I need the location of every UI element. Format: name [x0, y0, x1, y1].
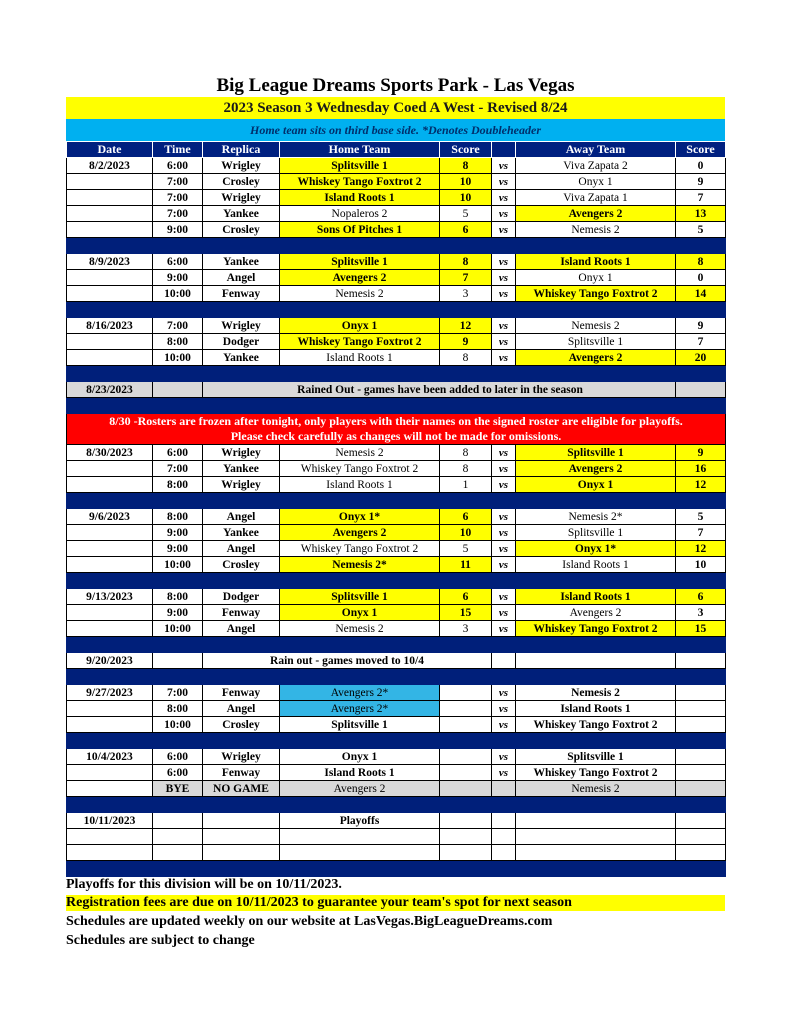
date-cell: 10/11/2023 [67, 813, 153, 829]
date-cell [67, 270, 153, 286]
field-cell: Crosley [203, 222, 280, 238]
home-score-cell: 10 [440, 190, 492, 206]
separator-row [67, 861, 726, 877]
time-cell: 6:00 [153, 158, 203, 174]
separator-row [67, 573, 726, 589]
date-cell [67, 605, 153, 621]
footer-change-note: Schedules are subject to change [66, 933, 255, 948]
home-score-cell [440, 765, 492, 781]
home-team-cell: Nemesis 2 [280, 286, 440, 302]
game-row [67, 685, 726, 701]
home-team-cell: Onyx 1 [280, 605, 440, 621]
home-score-cell [440, 701, 492, 717]
date-cell [67, 781, 153, 797]
home-team-cell: Island Roots 1 [280, 477, 440, 493]
home-score-cell: 1 [440, 477, 492, 493]
col-away-team: Away Team [516, 142, 676, 158]
vs-cell: vs [492, 557, 516, 573]
away-team-cell: Avengers 2 [516, 605, 676, 621]
home-team-cell: Splitsville 1 [280, 158, 440, 174]
vs-cell: vs [492, 206, 516, 222]
field-cell: Angel [203, 509, 280, 525]
separator-row [67, 797, 726, 813]
home-score-cell: 11 [440, 557, 492, 573]
date-cell [67, 477, 153, 493]
home-team-cell: Nemesis 2* [280, 557, 440, 573]
away-score-cell [676, 749, 726, 765]
game-row [67, 254, 726, 270]
date-cell: 8/9/2023 [67, 254, 153, 270]
col-away-score: Score [676, 142, 726, 158]
game-row [67, 350, 726, 366]
separator-row [67, 302, 726, 318]
time-cell: 9:00 [153, 222, 203, 238]
date-cell: 9/6/2023 [67, 509, 153, 525]
date-cell: 9/13/2023 [67, 589, 153, 605]
home-team-cell: Splitsville 1 [280, 254, 440, 270]
away-team-cell: Nemesis 2* [516, 509, 676, 525]
time-cell: 7:00 [153, 318, 203, 334]
rained-out-text: Rained Out - games have been added to later in the season [203, 382, 676, 398]
game-row [67, 461, 726, 477]
field-cell: Crosley [203, 717, 280, 733]
home-score-cell: 3 [440, 621, 492, 637]
away-score-cell [676, 765, 726, 781]
away-score-cell: 7 [676, 190, 726, 206]
field-cell: Dodger [203, 334, 280, 350]
time-cell: 9:00 [153, 541, 203, 557]
away-team-cell: Onyx 1 [516, 477, 676, 493]
game-row [67, 589, 726, 605]
home-score-cell: 8 [440, 254, 492, 270]
game-row [67, 717, 726, 733]
col-vs [492, 142, 516, 158]
away-team-cell: Avengers 2 [516, 206, 676, 222]
home-team-cell: Island Roots 1 [280, 765, 440, 781]
home-team-cell: Avengers 2* [280, 685, 440, 701]
away-score-cell [676, 717, 726, 733]
field-cell: Dodger [203, 589, 280, 605]
vs-cell: vs [492, 222, 516, 238]
time-cell: 10:00 [153, 717, 203, 733]
footer-registration-note: Registration fees are due on 10/11/2023 to guarantee your team's spot for next season [66, 895, 725, 911]
vs-cell [492, 781, 516, 797]
note-banner: Home team sits on third base side. *Denotes Doubleheader [66, 119, 725, 141]
away-team-cell: Island Roots 1 [516, 701, 676, 717]
date-cell [67, 286, 153, 302]
date-cell: 9/20/2023 [67, 653, 153, 669]
time-cell: 8:00 [153, 334, 203, 350]
vs-cell: vs [492, 589, 516, 605]
time-cell: 8:00 [153, 509, 203, 525]
home-team-cell: Whiskey Tango Foxtrot 2 [280, 461, 440, 477]
home-team-cell: Nemesis 2 [280, 621, 440, 637]
date-cell [67, 461, 153, 477]
rained-out-row [67, 382, 726, 398]
away-team-cell: Whiskey Tango Foxtrot 2 [516, 765, 676, 781]
away-team-cell: Nemesis 2 [516, 222, 676, 238]
home-team-cell: Splitsville 1 [280, 589, 440, 605]
date-cell [67, 334, 153, 350]
home-score-cell [440, 781, 492, 797]
date-cell [67, 701, 153, 717]
game-row [67, 270, 726, 286]
footer-playoffs-note: Playoffs for this division will be on 10/11/2023. [66, 877, 342, 892]
separator-row [67, 238, 726, 254]
home-score-cell: 8 [440, 461, 492, 477]
time-cell: 6:00 [153, 765, 203, 781]
away-team-cell: Onyx 1 [516, 174, 676, 190]
vs-cell: vs [492, 270, 516, 286]
col-home-team: Home Team [280, 142, 440, 158]
date-cell [67, 765, 153, 781]
date-cell [67, 206, 153, 222]
separator-row [67, 733, 726, 749]
col-replica: Replica [203, 142, 280, 158]
field-cell: Yankee [203, 461, 280, 477]
away-team-cell: Viva Zapata 1 [516, 190, 676, 206]
field-cell: Fenway [203, 286, 280, 302]
schedule-table [66, 141, 726, 877]
home-score-cell: 10 [440, 525, 492, 541]
playoffs-text: Playoffs [280, 813, 440, 829]
home-team-cell: Whiskey Tango Foxtrot 2 [280, 541, 440, 557]
footer-website-note: Schedules are updated weekly on our website at LasVegas.BigLeagueDreams.com [66, 914, 553, 929]
roster-alert-line1: 8/30 -Rosters are frozen after tonight, only players with their names on the signed roster are eligible for playoffs. [109, 414, 683, 428]
vs-cell: vs [492, 445, 516, 461]
time-cell: 9:00 [153, 270, 203, 286]
vs-cell: vs [492, 621, 516, 637]
vs-cell: vs [492, 158, 516, 174]
game-row [67, 765, 726, 781]
home-score-cell: 9 [440, 334, 492, 350]
home-score-cell: 15 [440, 605, 492, 621]
home-team-cell: Onyx 1 [280, 318, 440, 334]
away-team-cell: Viva Zapata 2 [516, 158, 676, 174]
away-team-cell: Whiskey Tango Foxtrot 2 [516, 621, 676, 637]
away-score-cell: 16 [676, 461, 726, 477]
home-team-cell: Whiskey Tango Foxtrot 2 [280, 174, 440, 190]
field-cell: Fenway [203, 765, 280, 781]
game-row [67, 222, 726, 238]
vs-cell: vs [492, 509, 516, 525]
time-cell: 10:00 [153, 350, 203, 366]
away-score-cell: 5 [676, 509, 726, 525]
home-team-cell: Island Roots 1 [280, 350, 440, 366]
date-cell: 8/2/2023 [67, 158, 153, 174]
vs-cell: vs [492, 717, 516, 733]
date-cell: 9/27/2023 [67, 685, 153, 701]
home-score-cell: 6 [440, 509, 492, 525]
away-team-cell: Nemesis 2 [516, 685, 676, 701]
vs-cell: vs [492, 685, 516, 701]
bye-row [67, 781, 726, 797]
playoffs-row [67, 813, 726, 829]
field-cell: Fenway [203, 605, 280, 621]
field-cell: Angel [203, 541, 280, 557]
date-cell: 8/16/2023 [67, 318, 153, 334]
time-cell: 7:00 [153, 685, 203, 701]
field-cell: Angel [203, 701, 280, 717]
header-row [67, 142, 726, 158]
time-cell: 7:00 [153, 174, 203, 190]
home-score-cell: 8 [440, 445, 492, 461]
away-score-cell: 8 [676, 254, 726, 270]
empty-row [67, 845, 726, 861]
home-team-cell: Onyx 1* [280, 509, 440, 525]
away-score-cell: 5 [676, 222, 726, 238]
vs-cell: vs [492, 765, 516, 781]
game-row [67, 749, 726, 765]
col-home-score: Score [440, 142, 492, 158]
game-row [67, 621, 726, 637]
date-cell: 8/23/2023 [67, 382, 153, 398]
date-cell [67, 222, 153, 238]
time-cell: 10:00 [153, 621, 203, 637]
field-cell: NO GAME [203, 781, 280, 797]
time-cell: 6:00 [153, 254, 203, 270]
game-row [67, 525, 726, 541]
away-team-cell: Whiskey Tango Foxtrot 2 [516, 286, 676, 302]
time-cell: 8:00 [153, 701, 203, 717]
away-score-cell: 9 [676, 445, 726, 461]
away-team-cell: Avengers 2 [516, 461, 676, 477]
vs-cell: vs [492, 190, 516, 206]
vs-cell: vs [492, 254, 516, 270]
away-team-cell: Splitsville 1 [516, 749, 676, 765]
date-cell [67, 621, 153, 637]
field-cell: Yankee [203, 254, 280, 270]
empty-row [67, 829, 726, 845]
away-team-cell: Onyx 1 [516, 270, 676, 286]
home-score-cell: 3 [440, 286, 492, 302]
field-cell: Yankee [203, 206, 280, 222]
col-date: Date [67, 142, 153, 158]
game-row [67, 541, 726, 557]
away-team-cell: Whiskey Tango Foxtrot 2 [516, 717, 676, 733]
away-score-cell: 14 [676, 286, 726, 302]
vs-cell: vs [492, 701, 516, 717]
time-cell: 8:00 [153, 589, 203, 605]
time-cell: 7:00 [153, 206, 203, 222]
home-score-cell [440, 717, 492, 733]
col-time: Time [153, 142, 203, 158]
vs-cell: vs [492, 525, 516, 541]
away-team-cell: Onyx 1* [516, 541, 676, 557]
home-score-cell: 6 [440, 222, 492, 238]
away-score-cell: 7 [676, 525, 726, 541]
game-row [67, 334, 726, 350]
game-row [67, 158, 726, 174]
page-title: Big League Dreams Sports Park - Las Vegas [216, 75, 575, 96]
home-score-cell: 8 [440, 158, 492, 174]
away-team-cell: Nemesis 2 [516, 781, 676, 797]
date-cell [67, 525, 153, 541]
vs-cell: vs [492, 174, 516, 190]
away-score-cell: 12 [676, 477, 726, 493]
vs-cell: vs [492, 318, 516, 334]
vs-cell: vs [492, 286, 516, 302]
date-cell [67, 557, 153, 573]
away-team-cell: Splitsville 1 [516, 445, 676, 461]
away-score-cell: 0 [676, 270, 726, 286]
game-row [67, 605, 726, 621]
field-cell: Fenway [203, 685, 280, 701]
roster-alert-row [67, 414, 726, 445]
time-cell: 9:00 [153, 605, 203, 621]
game-row [67, 701, 726, 717]
separator-row [67, 493, 726, 509]
field-cell: Wrigley [203, 445, 280, 461]
vs-cell: vs [492, 350, 516, 366]
away-score-cell: 0 [676, 158, 726, 174]
game-row [67, 206, 726, 222]
away-team-cell: Splitsville 1 [516, 525, 676, 541]
vs-cell: vs [492, 541, 516, 557]
field-cell: Crosley [203, 174, 280, 190]
home-score-cell: 5 [440, 206, 492, 222]
time-cell: 6:00 [153, 749, 203, 765]
home-score-cell [440, 685, 492, 701]
away-team-cell: Nemesis 2 [516, 318, 676, 334]
home-team-cell: Avengers 2 [280, 525, 440, 541]
game-row [67, 318, 726, 334]
home-score-cell [440, 749, 492, 765]
home-team-cell: Avengers 2* [280, 701, 440, 717]
away-score-cell: 20 [676, 350, 726, 366]
home-team-cell: Avengers 2 [280, 781, 440, 797]
date-cell [67, 190, 153, 206]
time-cell: BYE [153, 781, 203, 797]
away-score-cell [676, 701, 726, 717]
field-cell: Wrigley [203, 318, 280, 334]
away-score-cell: 7 [676, 334, 726, 350]
time-cell: 10:00 [153, 557, 203, 573]
away-score-cell: 9 [676, 174, 726, 190]
home-team-cell: Whiskey Tango Foxtrot 2 [280, 334, 440, 350]
away-score-cell: 3 [676, 605, 726, 621]
away-score-cell: 10 [676, 557, 726, 573]
game-row [67, 174, 726, 190]
home-score-cell: 5 [440, 541, 492, 557]
time-cell: 8:00 [153, 477, 203, 493]
separator-row [67, 637, 726, 653]
time-cell: 10:00 [153, 286, 203, 302]
time-cell: 9:00 [153, 525, 203, 541]
home-team-cell: Island Roots 1 [280, 190, 440, 206]
vs-cell: vs [492, 461, 516, 477]
game-row [67, 557, 726, 573]
home-score-cell: 8 [440, 350, 492, 366]
away-score-cell: 13 [676, 206, 726, 222]
roster-alert [67, 414, 726, 445]
date-cell [67, 174, 153, 190]
game-row [67, 286, 726, 302]
date-cell [67, 717, 153, 733]
away-team-cell: Island Roots 1 [516, 254, 676, 270]
field-cell: Angel [203, 270, 280, 286]
home-score-cell: 10 [440, 174, 492, 190]
home-score-cell: 12 [440, 318, 492, 334]
home-score-cell: 6 [440, 589, 492, 605]
home-team-cell: Onyx 1 [280, 749, 440, 765]
separator-row [67, 398, 726, 414]
away-score-cell: 15 [676, 621, 726, 637]
season-banner: 2023 Season 3 Wednesday Coed A West - Revised 8/24 [66, 97, 725, 119]
away-score-cell: 12 [676, 541, 726, 557]
home-team-cell: Avengers 2 [280, 270, 440, 286]
away-score-cell: 6 [676, 589, 726, 605]
date-cell: 8/30/2023 [67, 445, 153, 461]
roster-alert-line2: Please check carefully as changes will not be made for omissions. [230, 429, 562, 443]
rain-out-text: Rain out - games moved to 10/4 [203, 653, 492, 669]
field-cell: Angel [203, 621, 280, 637]
away-score-cell [676, 685, 726, 701]
game-row [67, 509, 726, 525]
away-team-cell: Island Roots 1 [516, 557, 676, 573]
away-score-cell: 9 [676, 318, 726, 334]
vs-cell: vs [492, 605, 516, 621]
away-team-cell: Avengers 2 [516, 350, 676, 366]
game-row [67, 477, 726, 493]
away-score-cell [676, 781, 726, 797]
home-score-cell: 7 [440, 270, 492, 286]
field-cell: Yankee [203, 350, 280, 366]
time-cell: 7:00 [153, 190, 203, 206]
date-cell [67, 541, 153, 557]
date-cell: 10/4/2023 [67, 749, 153, 765]
field-cell: Wrigley [203, 190, 280, 206]
away-team-cell: Splitsville 1 [516, 334, 676, 350]
game-row [67, 445, 726, 461]
separator-row [67, 366, 726, 382]
field-cell: Wrigley [203, 477, 280, 493]
vs-cell: vs [492, 334, 516, 350]
date-cell [67, 350, 153, 366]
home-team-cell: Nopaleros 2 [280, 206, 440, 222]
time-cell: 7:00 [153, 461, 203, 477]
vs-cell: vs [492, 749, 516, 765]
field-cell: Wrigley [203, 158, 280, 174]
away-team-cell: Island Roots 1 [516, 589, 676, 605]
home-team-cell: Splitsville 1 [280, 717, 440, 733]
field-cell: Wrigley [203, 749, 280, 765]
rain-out-row [67, 653, 726, 669]
home-team-cell: Nemesis 2 [280, 445, 440, 461]
separator-row [67, 669, 726, 685]
field-cell: Yankee [203, 525, 280, 541]
field-cell: Crosley [203, 557, 280, 573]
game-row [67, 190, 726, 206]
vs-cell: vs [492, 477, 516, 493]
home-team-cell: Sons Of Pitches 1 [280, 222, 440, 238]
time-cell: 6:00 [153, 445, 203, 461]
